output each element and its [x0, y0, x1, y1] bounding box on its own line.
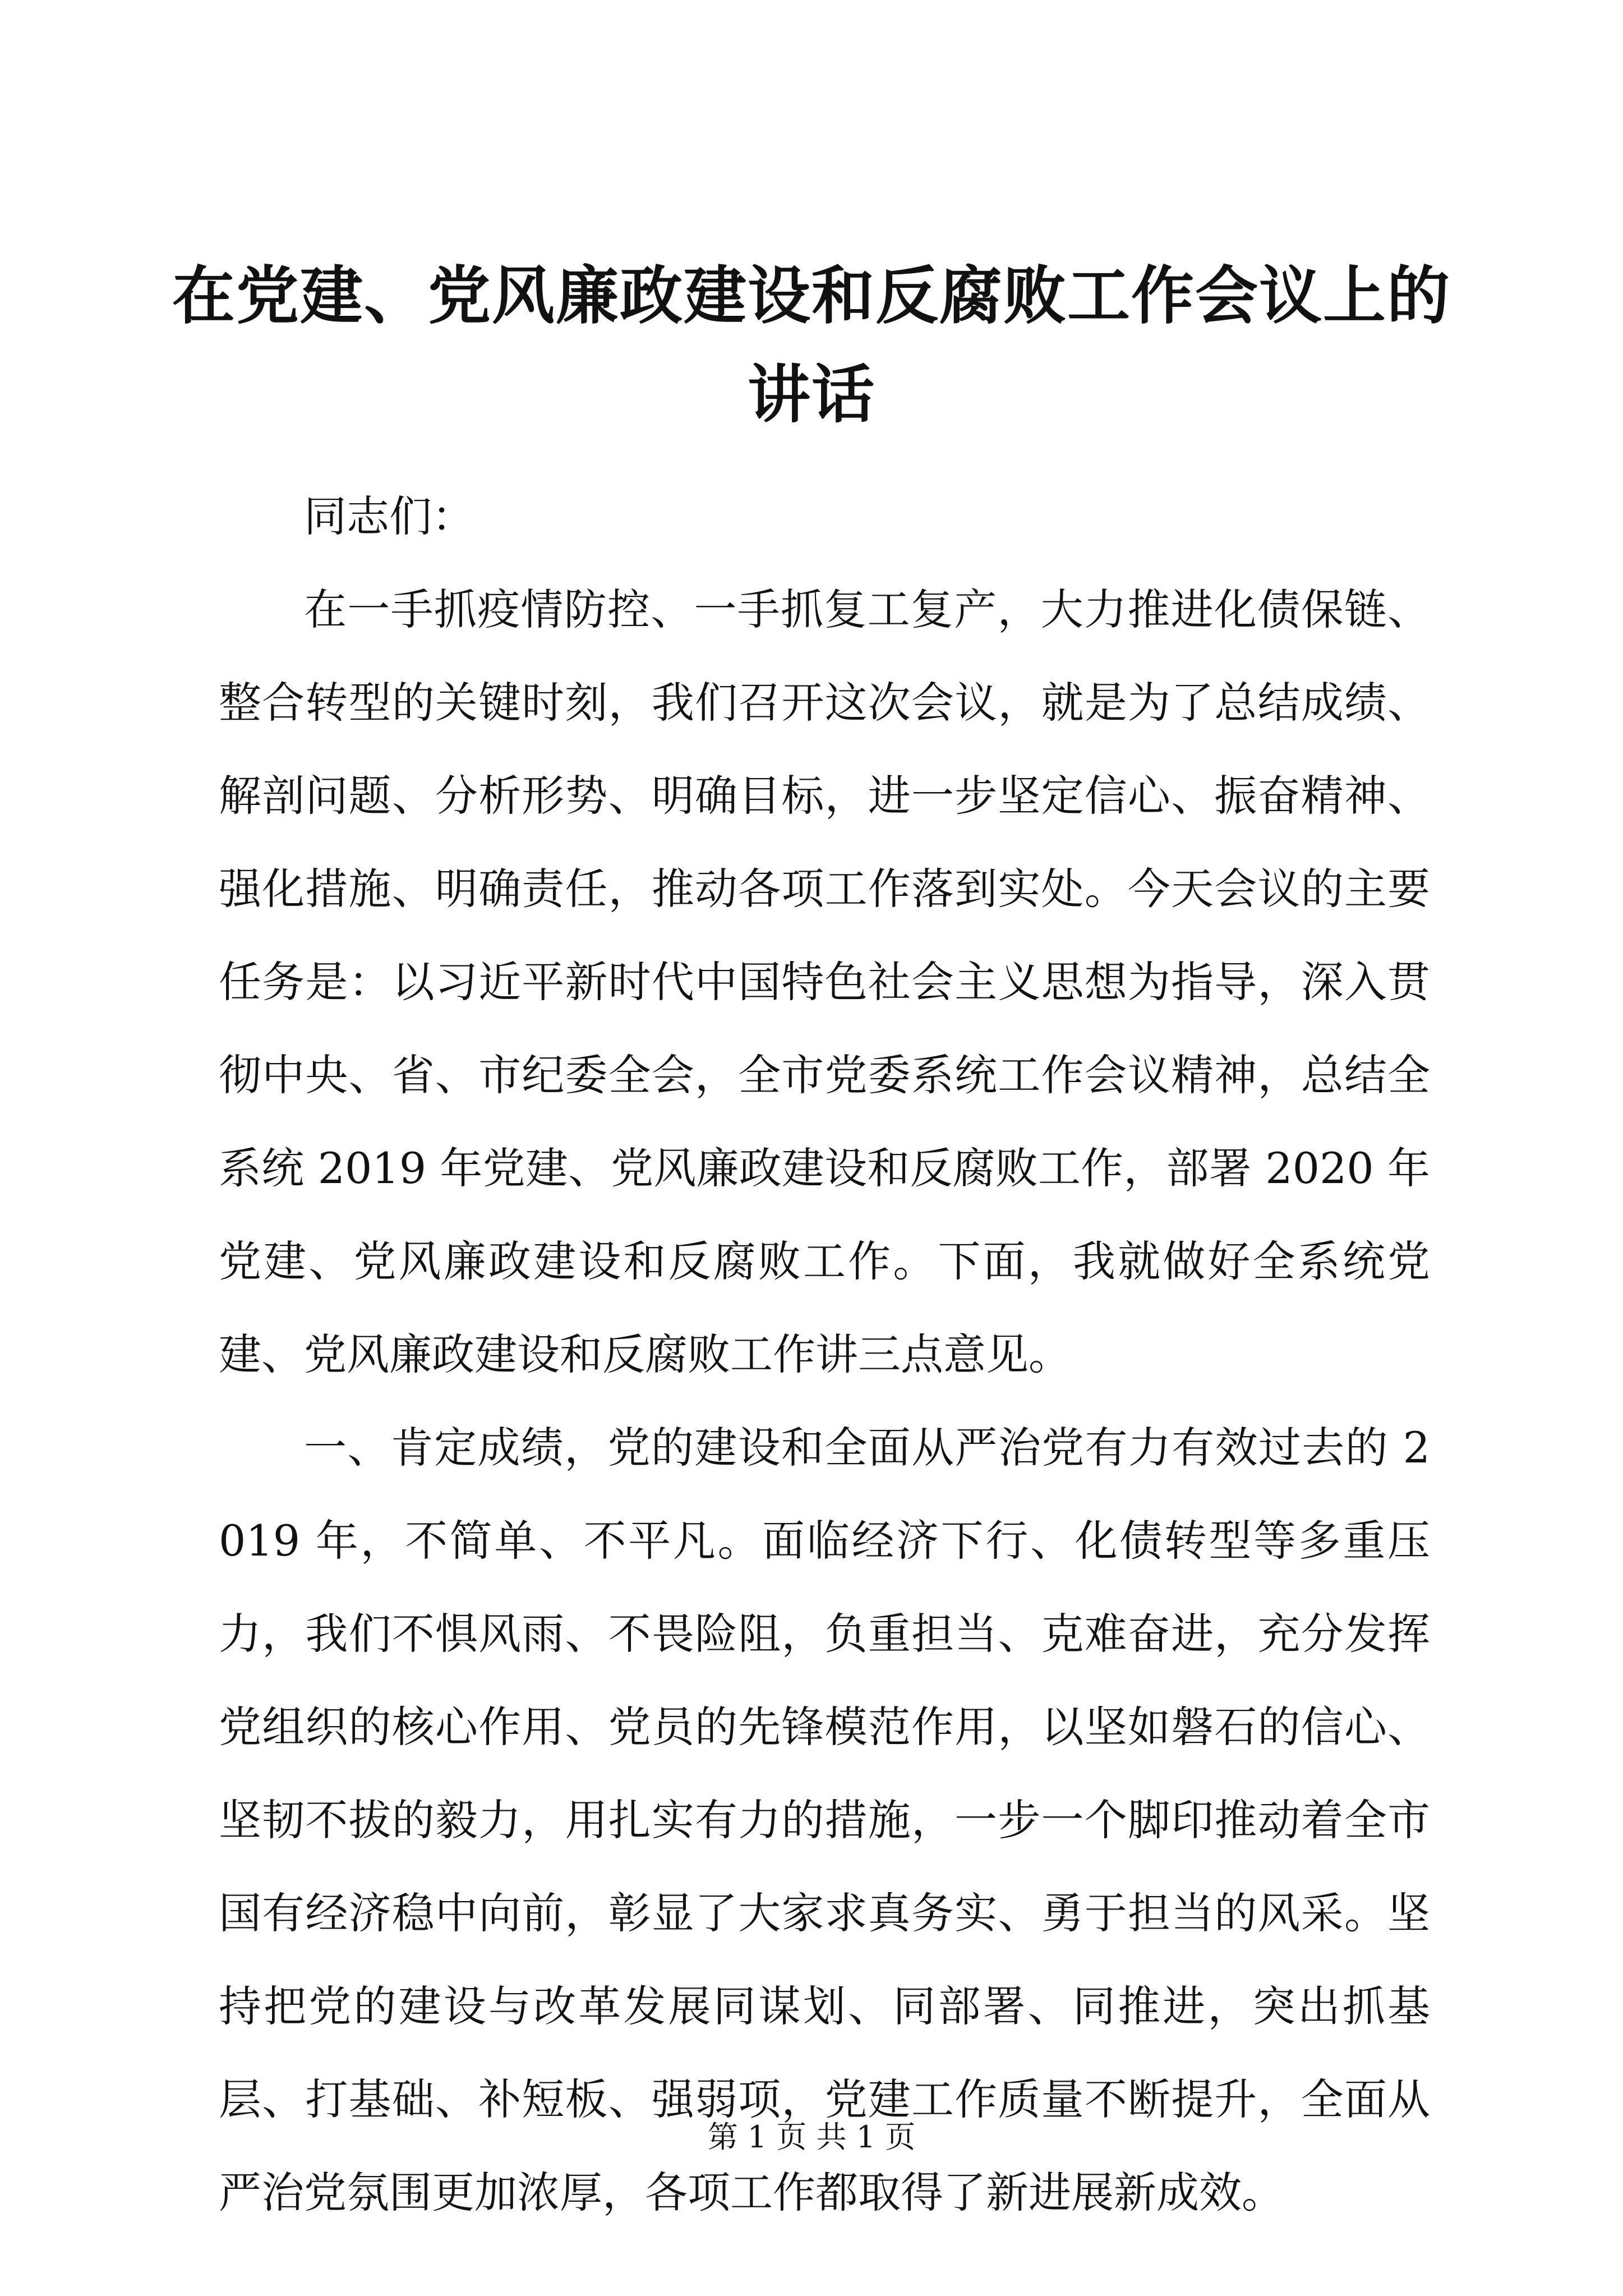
document-body [219, 470, 1430, 2239]
paragraph-section-one: 一、肯定成绩，党的建设和全面从严治党有力有效过去的 2019 年，不简单、不平凡。面临经济下行、化债转型等多重压力，我们不惧风雨、不畏险阻，负重担当、克难奋进，充分发挥党组织的核心作用、党员的先锋模范作用，以坚如磐石的信心、坚韧不拔的毅力，用扎实有力的措施，一步一个脚印推动着全市国有经济稳中向前，彰显了大家求真务实、勇于担当的风采。坚持把党的建设与改革发展同谋划、同部署、同推进，突出抓基层、打基础、补短板、强弱项，党建工作质量不断提升，全面从严治党氛围更加浓厚，各项工作都取得了新进展新成效。 [219, 1423, 1430, 2217]
page-footer: 第 1 页 共 1 页 [707, 2119, 916, 2155]
paragraph-intro: 在一手抓疫情防控、一手抓复工复产，大力推进化债保链、整合转型的关键时刻，我们召开这次会议，就是为了总结成绩、解剖问题、分析形势、明确目标，进一步坚定信心、振奋精神、强化措施、明确责任，推动各项工作落到实处。今天会议的主要任务是：以习近平新时代中国特色社会主义思想为指导，深入贯彻中央、省、市纪委全会，全市党委系统工作会议精神，总结全系统 2019 年党建、党风廉政建设和反腐败工作，部署 2020 年党建、党风廉政建设和反腐败工作。下面，我就做好全系统党建、党风廉政建设和反腐败工作讲三点意见。 [219, 585, 1430, 1379]
document-title: 在党建、党风廉政建设和反腐败工作会议上的讲话 [172, 259, 1451, 431]
salutation: 同志们： [304, 491, 474, 541]
